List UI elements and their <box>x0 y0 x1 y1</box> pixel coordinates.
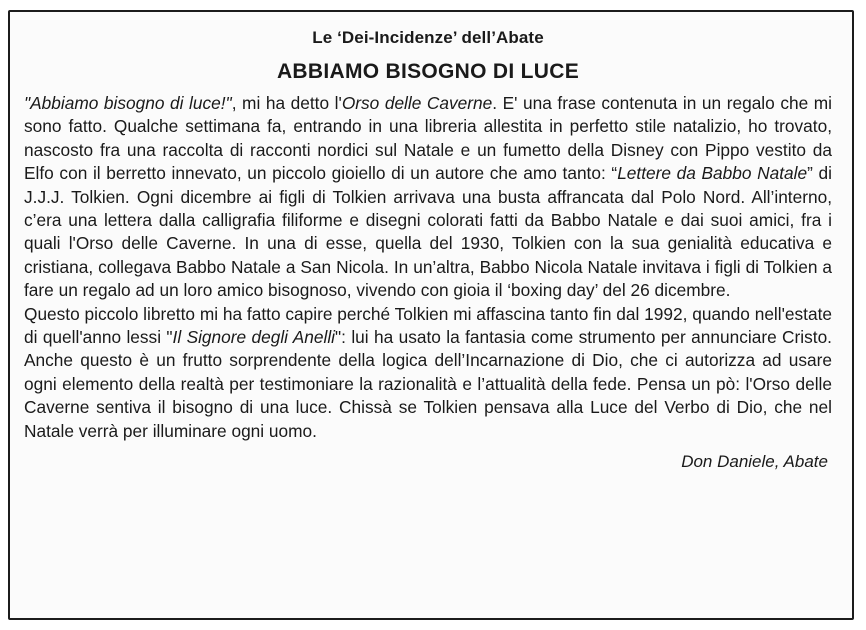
paragraph-2-text-b: ": lui ha usato la fantasia come strumento per annunciare Cristo. Anche questo è un frutto sorprendente della logica dell’Incarnazione di Dio, che ci autorizza ad usare ogni elemento della realtà per testimoniare la razionalità e l’attualità della fede. Pensa un pò: l'Orso delle Caverne sentiva il bisogno di una luce. Chissà se Tolkien pensava alla Luce del Verbo di Dio, che nel Natale verrà per illuminare ogni uomo. <box>24 327 832 441</box>
book-title-letters: Lettere da Babbo Natale <box>617 163 808 184</box>
paragraph-1-text-b: . E' una frase contenuta in un regalo che mi sono fatto. Qualche settimana fa, entrando in una libreria allestita in perfetto stile natalizio, ho trovato, nascosto fra una raccolta di racconti nordici sul Natale e un fumetto della Disney con Pippo vestito da Elfo con il berretto innevato, un piccolo gioiello di un autore che amo tanto: “ <box>24 93 832 184</box>
author-signature: Don Daniele, Abate <box>681 452 828 472</box>
book-title-lotr: Il Signore degli Anelli <box>172 327 336 348</box>
paragraph-2-text-a: Questo piccolo libretto mi ha fatto capire perché Tolkien mi affascina tanto fin dal 1992, quando nell'estate di quell'anno lessi " <box>24 303 832 348</box>
paragraph-1-text-a: , mi ha detto l' <box>231 93 342 113</box>
article-title: ABBIAMO BISOGNO DI LUCE <box>276 60 580 83</box>
column-kicker: Le ‘Dei-Incidenze’ dell’Abate <box>312 28 544 47</box>
opening-quote: "Abbiamo bisogno di luce!" <box>24 93 232 113</box>
paragraph-1 <box>24 92 832 303</box>
paragraph-1-text-c: ” di J.J.J. Tolkien. Ogni dicembre ai figli di Tolkien arrivava una busta affrancata dal Polo Nord. All’interno, c’era una lettera dalla calligrafia filiforme e disegni colorati fatti da Babbo Natale e dai suoi amici, fra i quali l'Orso delle Caverne. In una di esse, quella del 1930, Tolkien con la sua genialità educativa e cristiana, collegava Babbo Natale a San Nicola. In un’altra, Babbo Nicola Natale invitava i figli di Tolkien a fare un regalo ad un loro amico bisognoso, vivendo con gioia il ‘boxing day’ del 26 dicembre. <box>24 163 832 301</box>
paragraph-2 <box>24 303 832 443</box>
character-name: Orso delle Caverne <box>341 93 493 113</box>
article-body <box>24 92 832 443</box>
article-box <box>8 10 854 620</box>
